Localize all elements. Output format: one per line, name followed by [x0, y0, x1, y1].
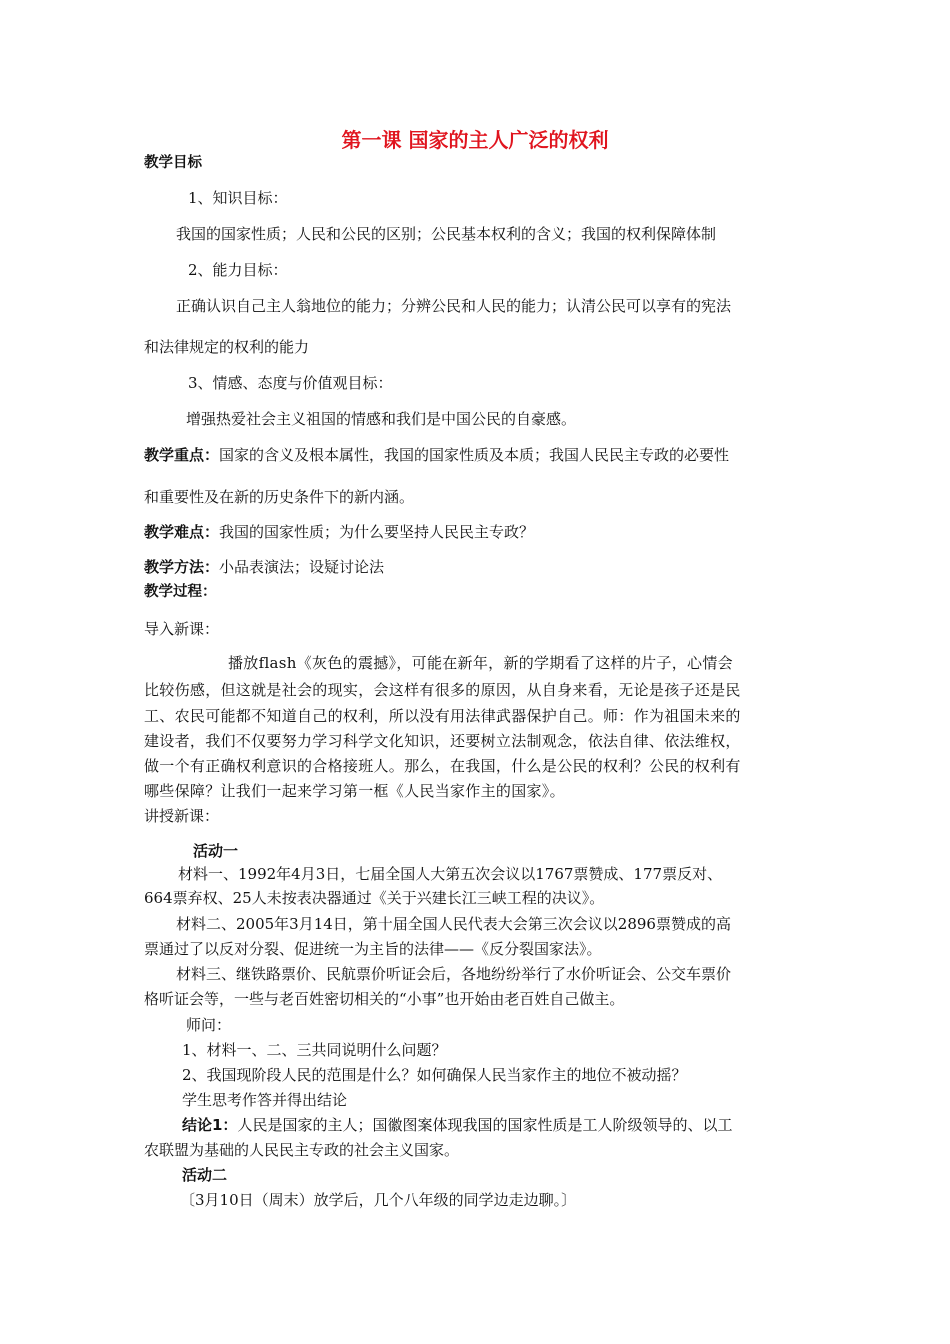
- intro-line: 做一个有正确权利意识的合格接班人。那么，在我国，什么是公民的权利？公民的权利有: [144, 757, 741, 775]
- intro-line: 播放flash《灰色的震撼》，可能在新年，新的学期看了这样的片子，心情会: [228, 654, 733, 672]
- material2-line2: 票通过了以反对分裂、促进统一为主旨的法律——《反分裂国家法》。: [144, 940, 602, 958]
- activity1-heading: 活动一: [193, 842, 239, 860]
- goal1-heading: 1、知识目标：: [188, 189, 288, 207]
- method-text: 小品表演法；设疑讨论法: [219, 558, 385, 576]
- goal3-heading: 3、情感、态度与价值观目标：: [188, 374, 393, 392]
- method-label: 教学方法：: [144, 558, 220, 576]
- activity2-text: 〔3月10日（周末）放学后，几个八年级的同学边走边聊。〕: [180, 1191, 577, 1209]
- goals-heading: 教学目标: [144, 155, 202, 171]
- student-think: 学生思考作答并得出结论: [182, 1091, 348, 1109]
- goal2-text-line1: 正确认识自己主人翁地位的能力；分辨公民和人民的能力；认清公民可以享有的宪法: [176, 297, 732, 315]
- intro-line: 工、农民可能都不知道自己的权利，所以没有用法律武器保护自己。师：作为祖国未来的: [144, 707, 741, 725]
- conclusion-text-line2: 农联盟为基础的人民民主专政的社会主义国家。: [144, 1141, 460, 1159]
- conclusion-label: 结论1：: [182, 1116, 238, 1134]
- conclusion: [182, 1115, 732, 1135]
- activity2-heading: 活动二: [182, 1166, 228, 1184]
- teacher-asks: 师问：: [186, 1016, 232, 1034]
- difficulty: [144, 522, 534, 542]
- key-points-text: 国家的含义及根本属性，我国的国家性质及本质；我国人民民主专政的必要性: [219, 446, 730, 464]
- material1-line2: 664票弃权、25人未按表决器通过《关于兴建长江三峡工程的决议》。: [144, 889, 605, 907]
- intro-line: 建设者，我们不仅要努力学习科学文化知识，还要树立法制观念，依法自律、依法维权，: [144, 732, 741, 750]
- difficulty-label: 教学难点：: [144, 523, 220, 541]
- key-points-label: 教学重点：: [144, 446, 220, 464]
- process-heading: 教学过程：: [144, 584, 217, 600]
- question1: 1、材料一、二、三共同说明什么问题？: [182, 1041, 447, 1059]
- conclusion-text: 人民是国家的主人；国徽图案体现我国的国家性质是工人阶级领导的、以工: [237, 1116, 733, 1134]
- question2: 2、我国现阶段人民的范围是什么？如何确保人民当家作主的地位不被动摇？: [182, 1066, 687, 1084]
- intro-line: 哪些保障？让我们一起来学习第一框《人民当家作主的国家》。: [144, 782, 565, 800]
- key-points-text-line2: 和重要性及在新的历史条件下的新内涵。: [144, 488, 415, 506]
- key-points: [144, 445, 729, 465]
- goal2-text-line2: 和法律规定的权利的能力: [144, 338, 310, 356]
- material3-line2: 格听证会等，一些与老百姓密切相关的“小事”也开始由老百姓自己做主。: [144, 990, 625, 1008]
- goal1-text: 我国的国家性质；人民和公民的区别；公民基本权利的含义；我国的权利保障体制: [176, 225, 717, 243]
- intro-heading: 导入新课：: [144, 620, 220, 638]
- teach-heading: 讲授新课：: [144, 807, 220, 825]
- material2-line1: 材料二、2005年3月14日，第十届全国人民代表大会第三次会议以2896票赞成的高: [176, 915, 731, 933]
- difficulty-text: 我国的国家性质；为什么要坚持人民民主专政？: [219, 523, 535, 541]
- method: [144, 557, 384, 577]
- document-title: 第一课 国家的主人广泛的权利: [341, 128, 609, 152]
- goal2-heading: 2、能力目标：: [188, 261, 288, 279]
- intro-line: 比较伤感，但这就是社会的现实，会这样有很多的原因，从自身来看，无论是孩子还是民: [144, 681, 741, 699]
- material3-line1: 材料三、继铁路票价、民航票价听证会后，各地纷纷举行了水价听证会、公交车票价: [176, 965, 732, 983]
- goal3-text: 增强热爱社会主义祖国的情感和我们是中国公民的自豪感。: [186, 410, 577, 428]
- material1-line1: 材料一、1992年4月3日，七届全国人大第五次会议以1767票赞成、177票反对、: [178, 865, 723, 883]
